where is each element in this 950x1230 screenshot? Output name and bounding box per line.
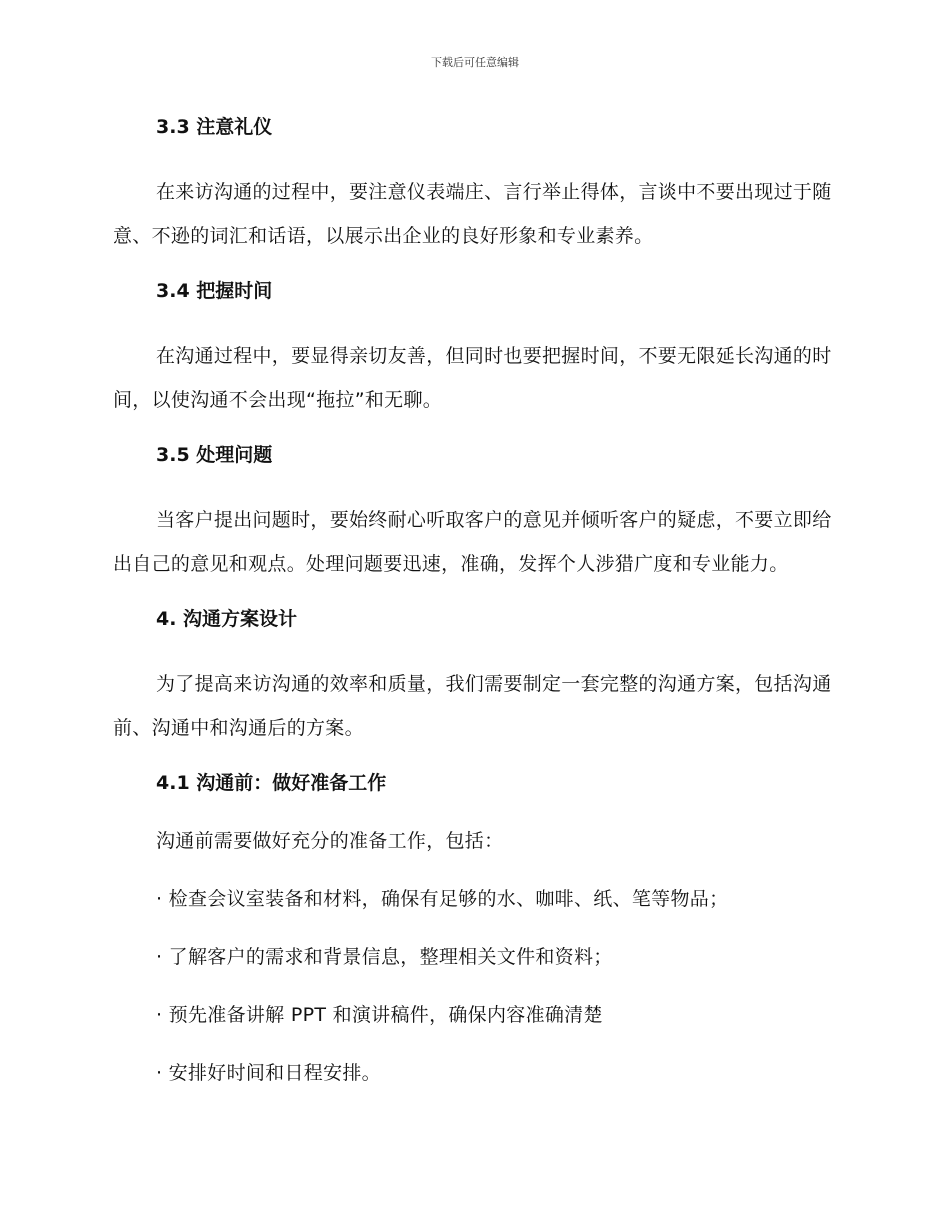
section-paragraph-4: 为了提高来访沟通的效率和质量，我们需要制定一套完整的沟通方案，包括沟通前、沟通中和沟通后的方案。 bbox=[113, 673, 832, 739]
section-heading-3-3: 3.3 注意礼仪 bbox=[156, 116, 273, 138]
bullet-item-2: · 了解客户的需求和背景信息，整理相关文件和资料； bbox=[156, 946, 613, 968]
section-paragraph-3-4: 在沟通过程中，要显得亲切友善，但同时也要把握时间，不要无限延长沟通的时间，以使沟通不会出现“拖拉”和无聊。 bbox=[113, 345, 832, 411]
section-paragraph-3-3: 在来访沟通的过程中，要注意仪表端庄、言行举止得体，言谈中不要出现过于随意、不逊的词汇和话语，以展示出企业的良好形象和专业素养。 bbox=[113, 181, 832, 247]
section-paragraph-3-5: 当客户提出问题时，要始终耐心听取客户的意见并倾听客户的疑虑，不要立即给出自己的意见和观点。处理问题要迅速，准确，发挥个人涉猎广度和专业能力。 bbox=[113, 509, 832, 575]
section-heading-4: 4. 沟通方案设计 bbox=[156, 608, 298, 630]
section-heading-4-1: 4.1 沟通前：做好准备工作 bbox=[156, 772, 387, 794]
bullet-item-3: · 预先准备讲解 PPT 和演讲稿件，确保内容准确清楚 bbox=[156, 1004, 603, 1026]
section-heading-3-4: 3.4 把握时间 bbox=[156, 280, 273, 302]
section-paragraph-4-1: 沟通前需要做好充分的准备工作，包括： bbox=[156, 830, 504, 852]
section-heading-3-5: 3.5 处理问题 bbox=[156, 444, 273, 466]
bullet-item-4: · 安排好时间和日程安排。 bbox=[156, 1062, 381, 1084]
bullet-item-1: · 检查会议室装备和材料，确保有足够的水、咖啡、纸、笔等物品； bbox=[156, 888, 729, 910]
document-body bbox=[113, 112, 835, 1116]
page-header: 下载后可任意编辑 bbox=[431, 56, 519, 69]
